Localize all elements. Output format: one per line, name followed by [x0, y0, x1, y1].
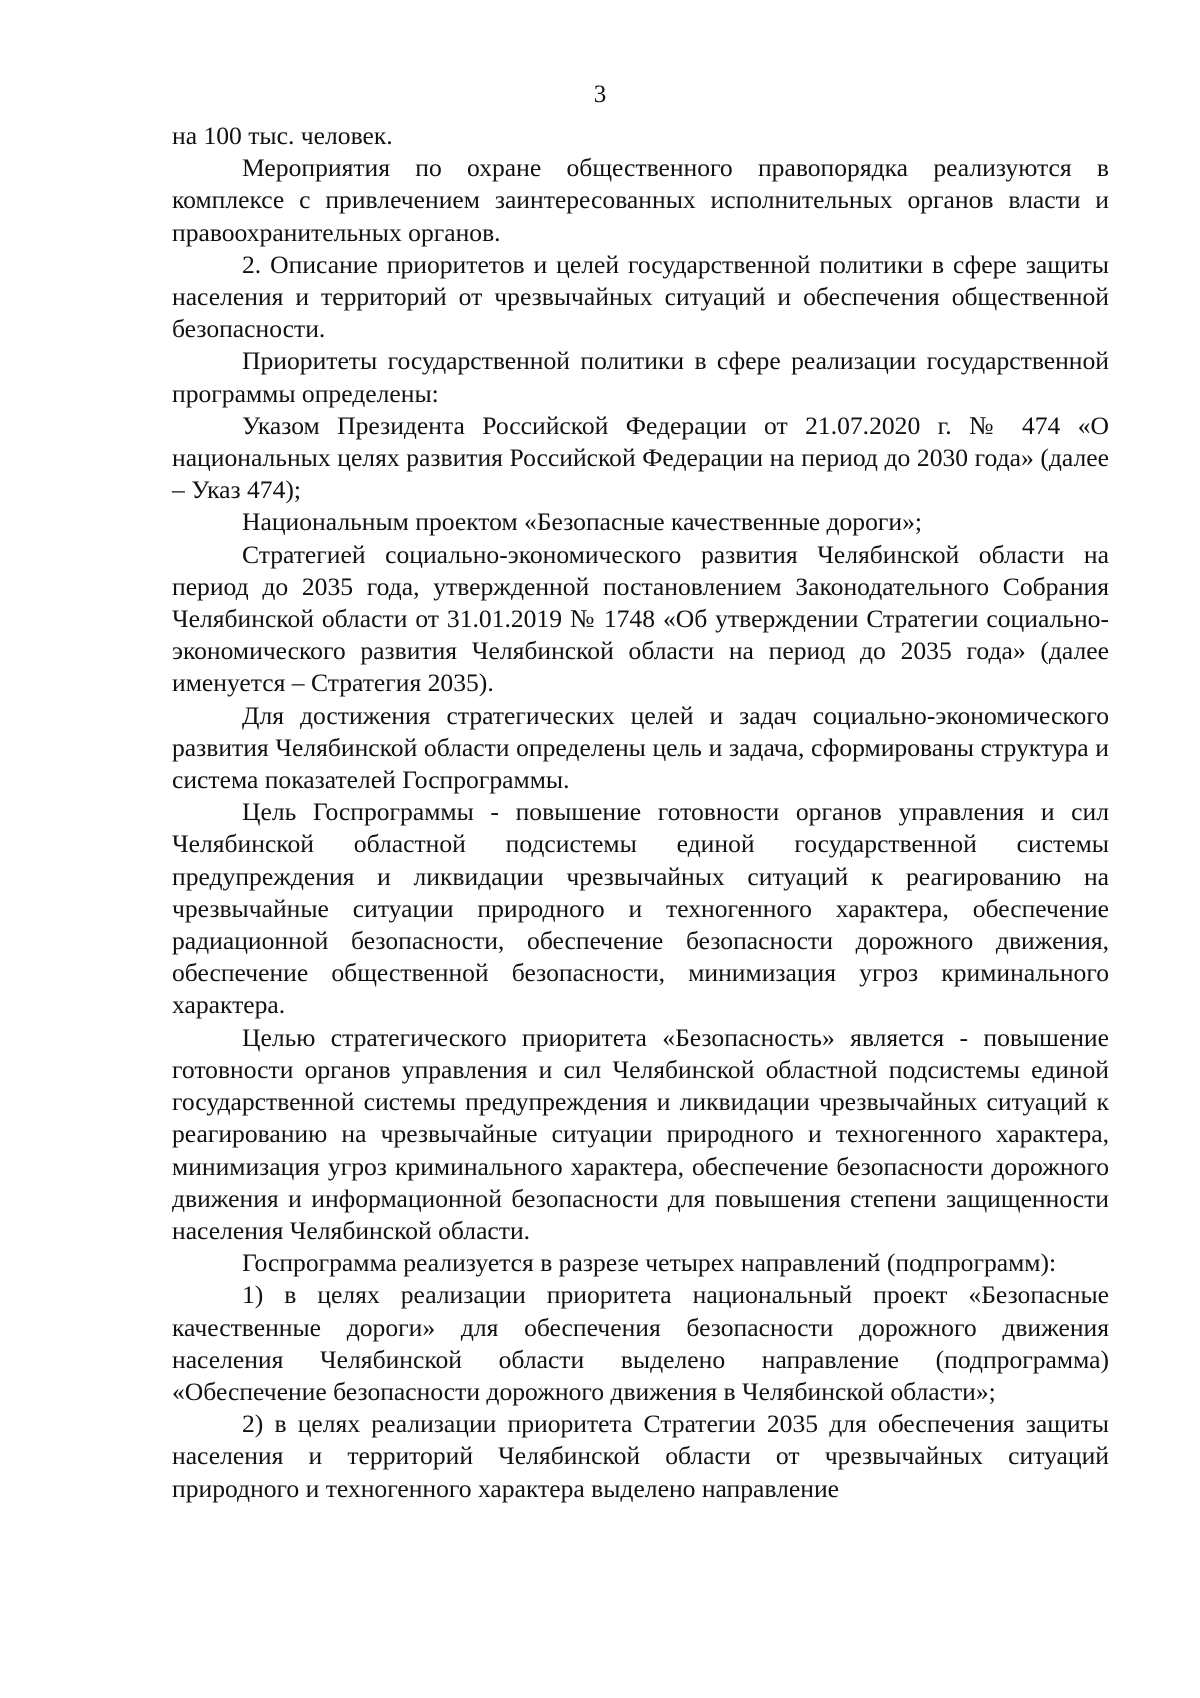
paragraph-national-project: Национальным проектом «Безопасные качественные дороги»;: [242, 507, 922, 537]
paragraph-program-goal: Цель Госпрограммы - повышение готовности органов управления и сил Челябинской областной подсистемы единой государственной системы предупреждения и ликвидации чрезвычайных ситуаций к реагированию на чрезвычайные ситуации природного и техногенного характера, обеспечение радиационной безопасности, обеспечение безопасности дорожного движения, обеспечение общественной безопасности, минимизация угроз криминального характера.: [172, 797, 1109, 1020]
paragraph-security-priority-goal: Целью стратегического приоритета «Безопасность» является - повышение готовности органов управления и сил Челябинской областной подсистемы единой государственной системы предупреждения и ликвидации чрезвычайных ситуаций к реагированию на чрезвычайные ситуации природного и техногенного характера, минимизация угроз криминального характера, обеспечение безопасности дорожного движения и информационной безопасности для повышения степени защищенности населения Челябинской области.: [172, 1022, 1109, 1245]
document-body: [172, 120, 1109, 1505]
paragraph-strategic-goals: Для достижения стратегических целей и задач социально-экономического развития Челябинской области определены цель и задача, сформированы структура и система показателей Госпрограммы.: [172, 700, 1109, 795]
paragraph-public-order-measures: Мероприятия по охране общественного правопорядка реализуются в комплексе с привлечением заинтересованных исполнительных органов власти и правоохранительных органов.: [172, 153, 1109, 247]
paragraph-direction-1: 1) в целях реализации приоритета национальный проект «Безопасные качественные дороги» для обеспечения безопасности дорожного движения населения Челябинской области выделено направление (подпрограмма) «Обеспечение безопасности дорожного движения в Челябинской области»;: [172, 1280, 1109, 1406]
paragraph-priorities-intro: Приоритеты государственной политики в сфере реализации государственной программы определены:: [172, 346, 1109, 408]
paragraph-strategy-2035: Стратегией социально-экономического развития Челябинской области на период до 2035 года, утвержденной постановлением Законодательного Собрания Челябинской области от 31.01.2019 № 1748 «Об утверждении Стратегии социально-экономического развития Челябинской области на период до 2035 года» (далее именуется – Стратегия 2035).: [172, 539, 1109, 698]
paragraph-section-2-heading: 2. Описание приоритетов и целей государственной политики в сфере защиты населения и территорий от чрезвычайных ситуаций и обеспечения общественной безопасности.: [172, 249, 1109, 344]
paragraph-presidential-decree: Указом Президента Российской Федерации от 21.07.2020 г. № 474 «О национальных целях развития Российской Федерации на период до 2030 года» (далее – Указ 474);: [172, 410, 1109, 505]
paragraph-direction-2: 2) в целях реализации приоритета Стратегии 2035 для обеспечения защиты населения и территорий Челябинской области от чрезвычайных ситуаций природного и техногенного характера выделено направление: [172, 1409, 1109, 1503]
paragraph-continuation: на 100 тыс. человек.: [172, 121, 393, 150]
paragraph-four-directions: Госпрограмма реализуется в разрезе четырех направлений (подпрограмм):: [242, 1248, 1057, 1278]
page-number: 3: [593, 81, 607, 108]
